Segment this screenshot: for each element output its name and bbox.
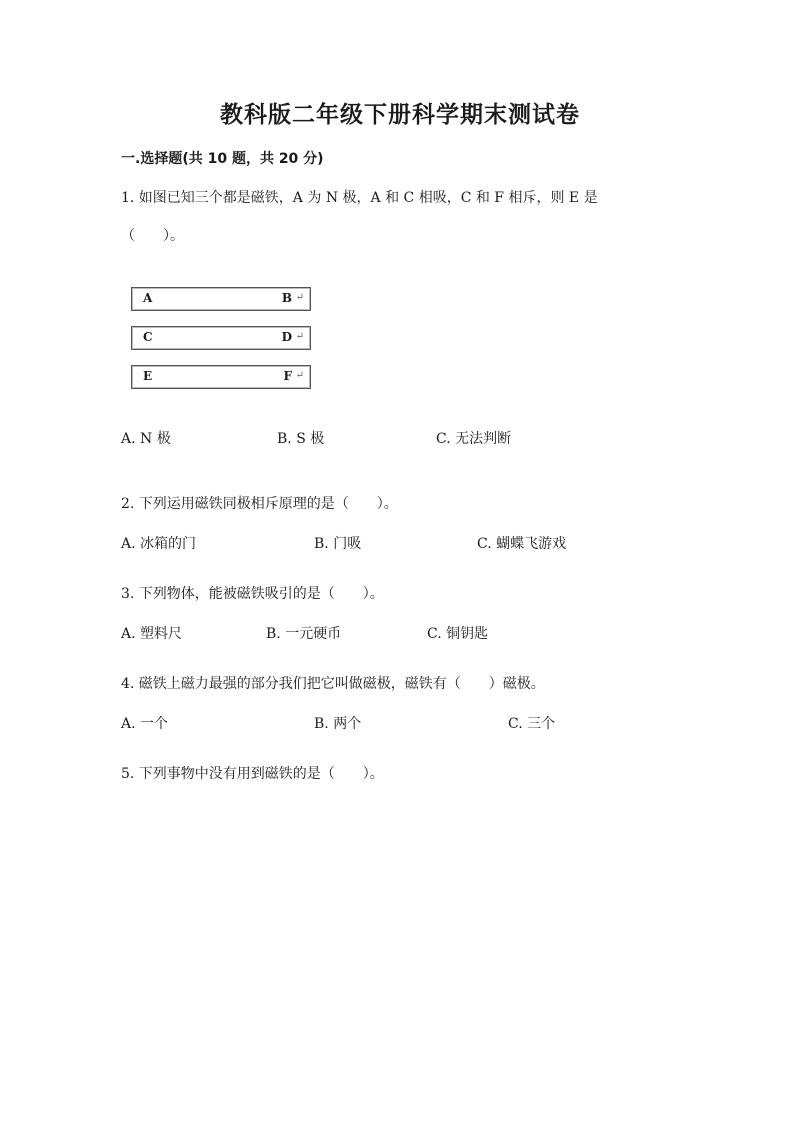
pole-label-e: E [143, 369, 153, 383]
question-4-option-b[interactable]: B. 两个 [314, 716, 362, 732]
magnet-bar-ab [131, 287, 311, 311]
magnet-bar-cd [131, 326, 311, 350]
question-1-blank: （ ）。 [121, 228, 184, 244]
pole-label-d: D [281, 330, 292, 344]
question-4-text: 4. 磁铁上磁力最强的部分我们把它叫做磁极，磁铁有（ ）磁极。 [121, 676, 545, 692]
question-3-option-a[interactable]: A. 塑料尺 [121, 626, 183, 642]
magnet-bar-ef [131, 365, 311, 389]
question-3-option-b[interactable]: B. 一元硬币 [266, 626, 342, 642]
return-mark-icon: ↵ [295, 370, 304, 381]
question-3-text: 3. 下列物体，能被磁铁吸引的是（ ）。 [121, 586, 384, 602]
return-mark-icon: ↵ [295, 292, 304, 303]
pole-label-a: A [143, 291, 153, 305]
question-2-text: 2. 下列运用磁铁同极相斥原理的是（ ）。 [121, 496, 398, 512]
pole-label-f: F [283, 369, 292, 383]
question-3-option-c[interactable]: C. 铜钥匙 [427, 626, 489, 642]
question-1-option-a[interactable]: A. N 极 [121, 431, 171, 447]
pole-label-c: C [143, 330, 153, 344]
question-1-text: 1. 如图已知三个都是磁铁，A 为 N 极，A 和 C 相吸，C 和 F 相斥，则 E 是 [121, 190, 598, 206]
question-1-option-b[interactable]: B. S 极 [277, 431, 325, 447]
question-4-option-a[interactable]: A. 一个 [121, 716, 169, 732]
section-heading: 一.选择题(共 10 题，共 20 分) [121, 151, 324, 167]
return-mark-icon: ↵ [295, 331, 304, 342]
question-5-text: 5. 下列事物中没有用到磁铁的是（ ）。 [121, 766, 384, 782]
question-4-option-c[interactable]: C. 三个 [508, 716, 556, 732]
question-2-option-b[interactable]: B. 门吸 [314, 536, 362, 552]
pole-label-b: B [281, 291, 292, 305]
question-2-option-c[interactable]: C. 蝴蝶飞游戏 [477, 536, 567, 552]
document-title: 教科版二年级下册科学期末测试卷 [220, 102, 580, 128]
question-2-option-a[interactable]: A. 冰箱的门 [121, 536, 197, 552]
question-1-option-c[interactable]: C. 无法判断 [436, 431, 512, 447]
